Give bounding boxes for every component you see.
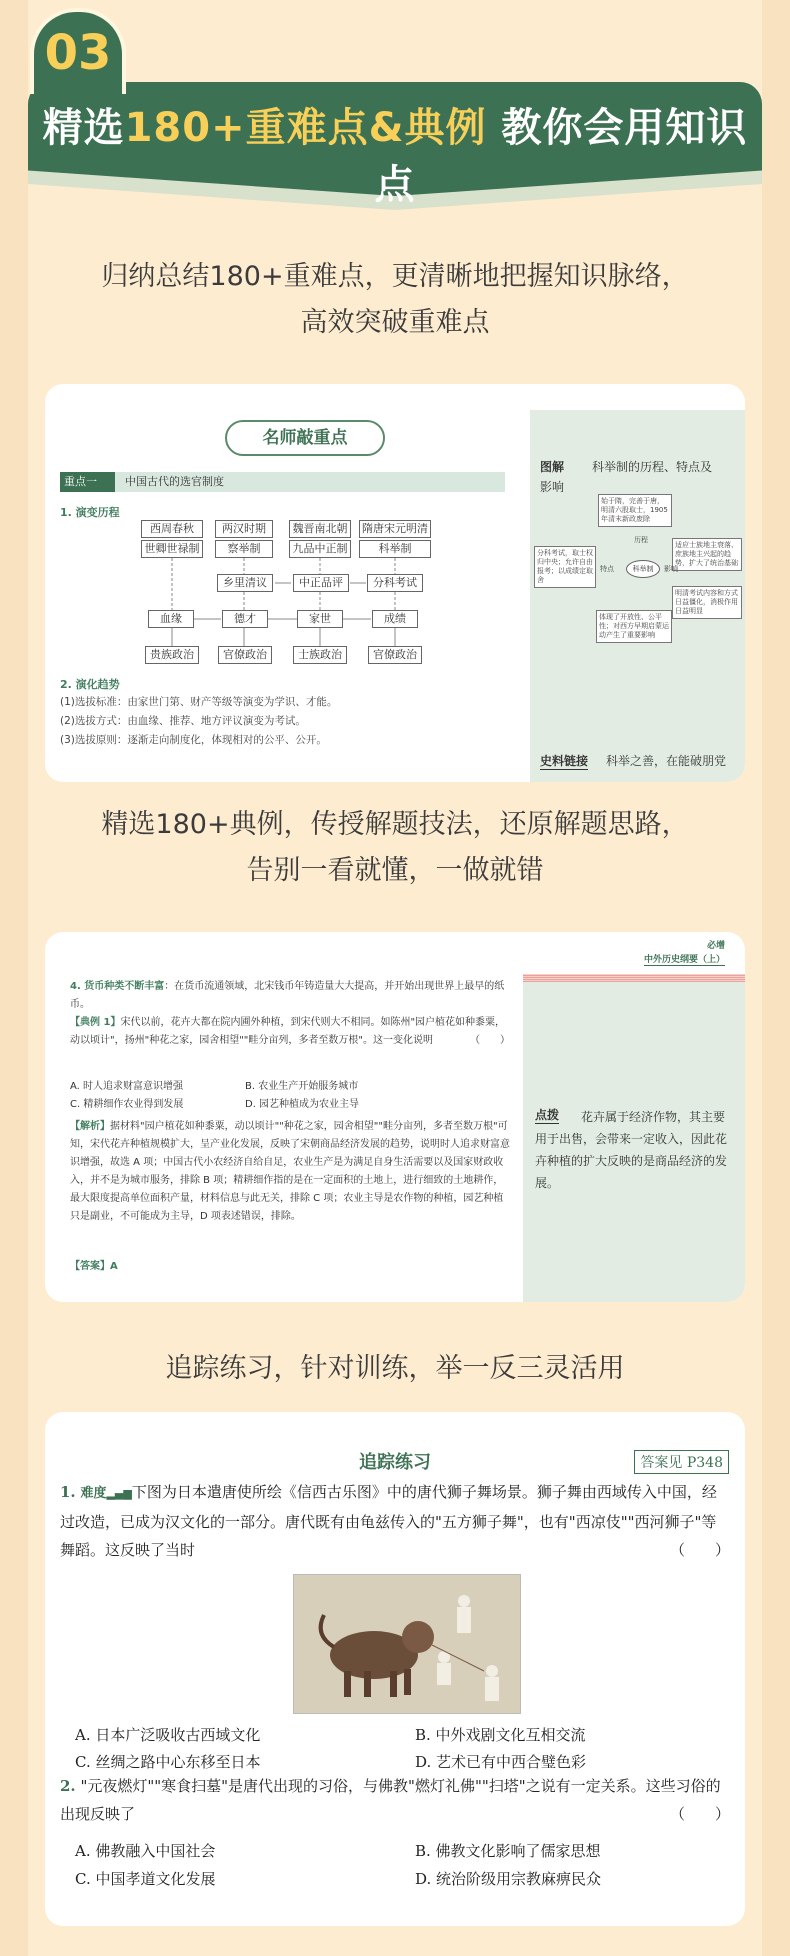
q2-option-d: D. 统治阶级用宗教麻痹民众 [415, 1870, 602, 1888]
option-a: A. 时人追求财富意识增强 [70, 1081, 184, 1092]
diagram-label-3: 影响 [664, 565, 678, 573]
trend-2: (2)选拔方式：由血缘、推荐、地方评议演变为考试。 [60, 715, 306, 727]
answer-value: A [110, 1261, 118, 1272]
intro-label: 4. 货币种类不断丰富 [70, 981, 165, 992]
option-c: C. 精耕细作农业得到发展 [70, 1099, 184, 1110]
diagram-panel [530, 410, 745, 782]
section-number-tab [30, 8, 126, 94]
system-4: 科举制 [359, 540, 431, 558]
intro-text: ：在货币流通领域，北宋钱币年铸造量大大提高，并开始出现世界上最早的纸币。 [70, 981, 505, 1010]
criteria-2: 德才 [222, 610, 268, 628]
analysis-paragraph [70, 1118, 510, 1226]
difficulty-label: 难度 [80, 1486, 107, 1501]
diagram-box-2: 适应士族地主衰落、庶族地主兴起的趋势，扩大了统治基础 [672, 538, 742, 571]
intro-paragraph [70, 978, 510, 1014]
link-label: 史料链接 [540, 754, 589, 768]
lion-dance-painting [293, 1574, 521, 1714]
key-points-pill: 名师敲重点 [225, 420, 385, 456]
politics-2: 官僚政治 [218, 646, 272, 664]
title-suffix: 教你会用知识点 [374, 105, 748, 208]
answer-line [70, 1258, 510, 1276]
diagram-box-5: 体现了开放性、公平性；对西方早期启蒙运动产生了重要影响 [596, 610, 672, 643]
question-1-text: 下图为日本遣唐使所绘《信西古乐图》中的唐代狮子舞场景。狮子舞由西域传入中国，经过改造，已成为汉文化的一部分。唐代既有由龟兹传入的"五方狮子舞"，也有"西凉伎""西河狮子"等舞蹈。这反映了当时 [60, 1483, 717, 1559]
analysis-text: 据材料"园户植花如种黍粟，动以顷计""种花之家，园舍相望""畦分亩列，多者至数万根"可知，宋代花卉种植规模扩大，呈产业化发展，反映了宋朝商品经济发展的趋势，说明时人追求财富意识增强，故选 A 项；中国古代小农经济自给自足，农业生产是为满足自身生活需要以及国家财政收入，并不是为城市服务，排除 B 项；精耕细作指的是在一定面积的土地上，进行细致的土地耕作，最大限度提高单位面积产量，材料信息与此无关，排除 C 项；农业主导是农作物的种植，园艺种植只是副业，不可能成为主导，D 项表述错误，排除。 [70, 1121, 510, 1222]
section3-heading [0, 1346, 790, 1392]
criteria-3: 家世 [297, 610, 343, 628]
question-1 [60, 1478, 730, 1564]
method-3: 分科考试 [367, 574, 423, 592]
diagram-box-3: 分科考试，取士权归中央；允许自由报考；以成绩定取舍 [534, 546, 596, 588]
option-b: B. 农业生产开始服务城市 [245, 1081, 359, 1092]
criteria-4: 成绩 [372, 610, 418, 628]
trend-3: (3)选拔原则：逐渐走向制度化，体现相对的公平、公开。 [60, 734, 327, 746]
method-2: 中正品评 [293, 574, 349, 592]
answer-reference: 答案见 P348 [634, 1450, 729, 1474]
section-tag: 重点一 [60, 472, 115, 492]
diagram-label-2: 特点 [600, 565, 614, 573]
section3-line1: 追踪练习，针对训练，举一反三灵活用 [165, 1353, 625, 1384]
example-label: 【典例 1】 [70, 1017, 121, 1028]
diagram-center: 科举制 [626, 560, 660, 578]
section-bar-text: 中国古代的选官制度 [125, 475, 224, 488]
period-1: 西周春秋 [141, 520, 203, 538]
q2-option-b: B. 佛教文化影响了儒家思想 [415, 1842, 601, 1860]
question-1-number: 1. [60, 1483, 76, 1501]
example-paren: （ ） [470, 1035, 510, 1046]
page-header-book: 中外历史纲要（上） [644, 952, 725, 966]
diagram-text1: 科举制的历程、特点及 [592, 460, 713, 474]
q1-option-b: B. 中外戏剧文化互相交流 [415, 1726, 586, 1744]
trend-1: (1)选拔标准：由家世门第、财产等级等演变为学识、才能。 [60, 696, 338, 708]
q1-option-a: A. 日本广泛吸收古西域文化 [75, 1726, 261, 1744]
diagram-box-4: 明清考试内容和方式日益僵化，消极作用日益明显 [672, 586, 742, 619]
lion-dance-illustration [294, 1575, 521, 1714]
section1-line2: 高效突破重难点 [300, 307, 490, 338]
q1-option-d: D. 艺术已有中西合璧色彩 [415, 1753, 587, 1771]
method-1: 乡里清议 [217, 574, 273, 592]
trend-label: 2. 演化趋势 [60, 678, 120, 691]
diagram-text2: 影响 [540, 480, 565, 494]
system-3: 九品中正制 [289, 540, 351, 558]
practice-card [45, 1412, 745, 1926]
system-1: 世卿世禄制 [141, 540, 203, 558]
example-card [45, 932, 745, 1302]
answer-label: 【答案】 [70, 1261, 110, 1272]
q2-option-a: A. 佛教融入中国社会 [75, 1842, 216, 1860]
q1-option-c: C. 丝绸之路中心东移至日本 [75, 1753, 261, 1771]
page-header-tag: 必增 [706, 941, 725, 951]
header-title [28, 96, 762, 210]
period-2: 两汉时期 [215, 520, 273, 538]
system-2: 察举制 [215, 540, 273, 558]
question-2-paren: （ ） [669, 1805, 730, 1823]
question-2-number: 2. [60, 1777, 76, 1795]
diagram-box-1: 始于隋，完善于唐，明清六股取士，1905年清末新政废除 [598, 494, 672, 527]
question-1-paren: （ ） [669, 1541, 730, 1559]
q2-option-c: C. 中国孝道文化发展 [75, 1870, 216, 1888]
diagram-title: 图解 [540, 460, 565, 474]
question-2-text: "元夜燃灯""寒食扫墓"是唐代出现的习俗，与佛教"燃灯礼佛""扫塔"之说有一定关系。这些习俗的出现反映了 [60, 1777, 721, 1823]
title-prefix: 精选 [42, 105, 125, 151]
politics-1: 贵族政治 [145, 646, 199, 664]
section2-line1: 精选180+典例，传授解题技法，还原解题思路， [101, 809, 689, 840]
difficulty-bars-icon: ▂▄▆ [106, 1487, 132, 1500]
period-3: 魏晋南北朝 [289, 520, 351, 538]
diagram-label-1: 历程 [634, 536, 648, 544]
key-points-card [45, 384, 745, 782]
question-2 [60, 1772, 730, 1828]
title-highlight: 180+重难点&典例 [124, 105, 487, 151]
practice-title: 追踪练习 [359, 1452, 431, 1473]
period-4: 隋唐宋元明清 [359, 520, 431, 538]
analysis-label: 【解析】 [70, 1121, 110, 1132]
section1-heading [0, 254, 790, 346]
example-paragraph [70, 1014, 510, 1050]
example-text: 宋代以前，花卉大都在院内圃外种植，到宋代则大不相同。如陈州"园户植花如种黍粟，动以顷计"，扬州"种花之家，园舍相望""畦分亩列，多者至数万根"。这一变化说明 [70, 1017, 506, 1046]
section1-line1: 归纳总结180+重难点，更清晰地把握知识脉络， [101, 261, 689, 292]
option-d: D. 园艺种植成为农业主导 [245, 1099, 360, 1110]
link-text: 科举之善，在能破朋党 [606, 754, 727, 768]
section2-line2: 告别一看就懂，一做就错 [246, 855, 544, 886]
section2-heading [0, 802, 790, 894]
tip-label: 点拨 [535, 1108, 560, 1122]
politics-4: 官僚政治 [368, 646, 422, 664]
evolution-label: 1. 演变历程 [60, 506, 120, 519]
tip-stripe [523, 974, 745, 982]
politics-3: 士族政治 [293, 646, 347, 664]
section-number: 03 [44, 25, 112, 81]
tip-text: 花卉属于经济作物，其主要用于出售，会带来一定收入，因此花卉种植的扩大反映的是商品经济的发展。 [535, 1110, 728, 1190]
criteria-1: 血缘 [148, 610, 194, 628]
